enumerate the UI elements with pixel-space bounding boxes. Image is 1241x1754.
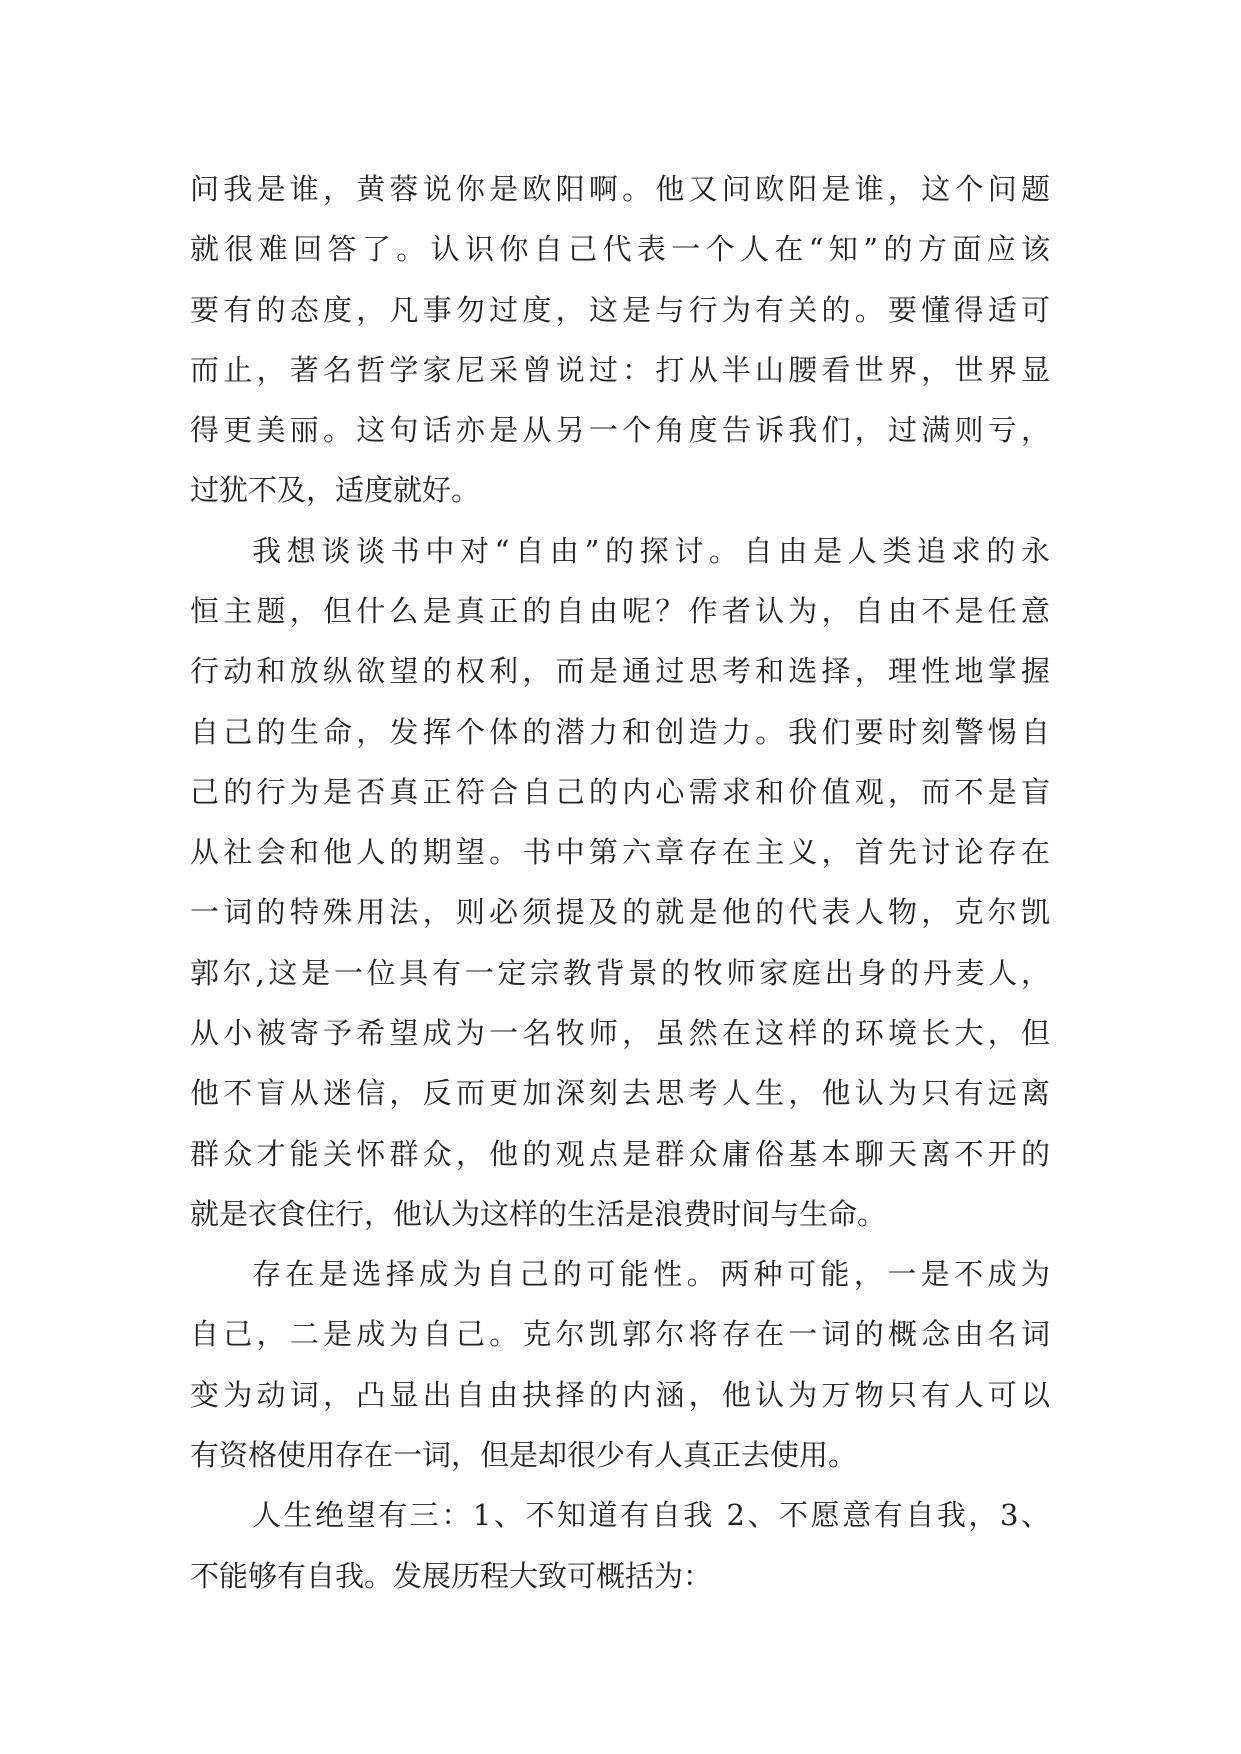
paragraph-first-line: 存在是选择成为自己的可能性。两种可能，一是不成为 bbox=[252, 1257, 1050, 1291]
text-line: 自己的生命，发挥个体的潜力和创造力。我们要时刻警惕自 bbox=[190, 715, 1050, 749]
text-line: 过犹不及，适度就好。 bbox=[190, 473, 481, 507]
text-line: 就是衣食住行，他认为这样的生活是浪费时间与生命。 bbox=[190, 1197, 887, 1231]
text-line: 从小被寄予希望成为一名牧师，虽然在这样的环境长大，但 bbox=[190, 1016, 1050, 1050]
text-line: 郭尔,这是一位具有一定宗教背景的牧师家庭出身的丹麦人， bbox=[190, 956, 1050, 990]
text-line: 有资格使用存在一词，但是却很少有人真正去使用。 bbox=[190, 1438, 858, 1472]
text-line: 要有的态度，凡事勿过度，这是与行为有关的。要懂得适可 bbox=[190, 293, 1050, 327]
paragraph-first-line: 人生绝望有三：1、不知道有自我 2、不愿意有自我，3、 bbox=[252, 1498, 1050, 1532]
text-line: 他不盲从迷信，反而更加深刻去思考人生，他认为只有远离 bbox=[190, 1076, 1050, 1110]
paragraph-first-line: 我想谈谈书中对“自由”的探讨。自由是人类追求的永 bbox=[252, 534, 1050, 568]
text-line: 不能够有自我。发展历程大致可概括为： bbox=[190, 1559, 713, 1593]
text-line: 群众才能关怀群众，他的观点是群众庸俗基本聊天离不开的 bbox=[190, 1137, 1050, 1171]
text-line: 自己，二是成为自己。克尔凯郭尔将存在一词的概念由名词 bbox=[190, 1317, 1050, 1351]
text-line: 就很难回答了。认识你自己代表一个人在“知”的方面应该 bbox=[190, 232, 1050, 266]
text-line: 得更美丽。这句话亦是从另一个角度告诉我们，过满则亏， bbox=[190, 413, 1050, 447]
text-line: 行动和放纵欲望的权利，而是通过思考和选择，理性地掌握 bbox=[190, 654, 1050, 688]
text-line: 变为动词，凸显出自由抉择的内涵，他认为万物只有人可以 bbox=[190, 1378, 1050, 1412]
text-line: 一词的特殊用法，则必须提及的就是他的代表人物，克尔凯 bbox=[190, 895, 1050, 929]
text-line: 而止，著名哲学家尼采曾说过：打从半山腰看世界，世界显 bbox=[190, 353, 1050, 387]
text-line: 从社会和他人的期望。书中第六章存在主义，首先讨论存在 bbox=[190, 835, 1050, 869]
text-line: 问我是谁，黄蓉说你是欧阳啊。他又问欧阳是谁，这个问题 bbox=[190, 172, 1050, 206]
text-line: 恒主题，但什么是真正的自由呢？作者认为，自由不是任意 bbox=[190, 594, 1050, 628]
text-line: 己的行为是否真正符合自己的内心需求和价值观，而不是盲 bbox=[190, 775, 1050, 809]
